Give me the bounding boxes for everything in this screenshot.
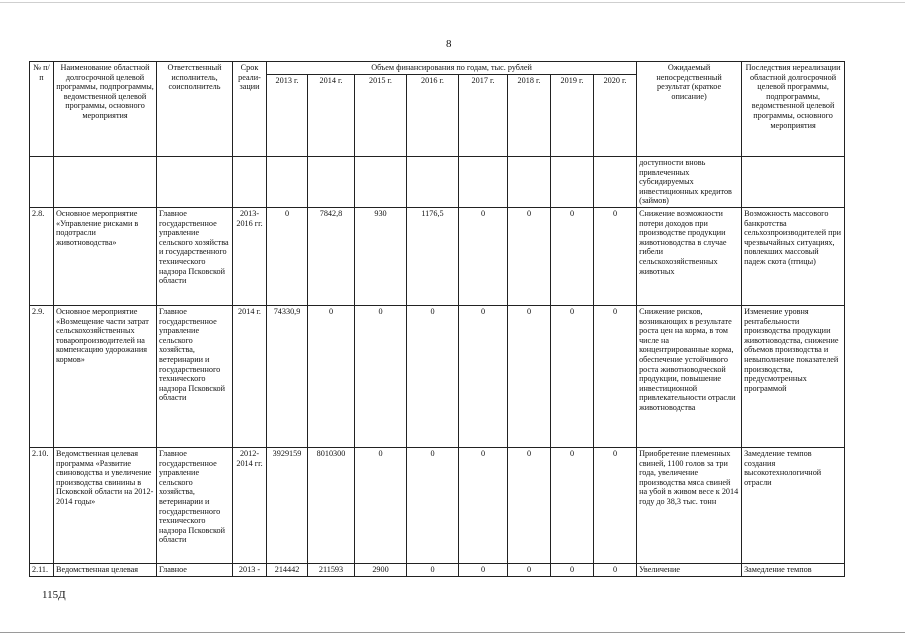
row-result: Увеличение xyxy=(637,563,742,576)
row-value: 0 xyxy=(594,563,637,576)
header-name: Наименование областной долгосрочной целевой программы, подпрограммы, ведомственной целевой программы, основного мероприятия xyxy=(54,62,157,157)
row-term: 2013 - xyxy=(233,563,267,576)
row-result: Снижение рисков, возникающих в результате роста цен на корма, в том числе на концентрированные корма, обеспечение устойчивого роста животноводческой продукции, повышение инвестиционной привлекательности отрасли животноводства xyxy=(637,305,742,447)
row-executor: Главное государственное управление сельского хозяйства и государственного технического надзора Псковской области xyxy=(157,207,233,305)
row-name: Ведомственная целевая программа «Развитие свиноводства и увеличение производства свинины в Псковской области на 2012-2014 годы» xyxy=(54,447,157,563)
row-value: 0 xyxy=(594,207,637,305)
row-value: 0 xyxy=(551,305,594,447)
row-number: 2.10. xyxy=(30,447,54,563)
header-funding: Объем финансирования по годам, тыс. рублей xyxy=(267,62,637,75)
row-value: 0 xyxy=(508,305,551,447)
header-year: 2013 г. xyxy=(267,75,308,157)
row-result: Снижение возможности потери доходов при производстве продукции животноводства в случае гибели сельскохозяйственных животных xyxy=(637,207,742,305)
row-name: Основное мероприятие «Возмещение части затрат сельскохозяйственных товаропроизводителей на компенсацию удорожания кормов» xyxy=(54,305,157,447)
row-value: 0 xyxy=(594,447,637,563)
row-name: Основное мероприятие «Управление рисками в подотрасли животноводства» xyxy=(54,207,157,305)
row-number: 2.11. xyxy=(30,563,54,576)
row-term: 2014 г. xyxy=(233,305,267,447)
row-value: 0 xyxy=(459,563,508,576)
header-year: 2019 г. xyxy=(551,75,594,157)
row-value: 0 xyxy=(459,447,508,563)
continuation-row xyxy=(30,157,845,208)
row-name: Ведомственная целевая xyxy=(54,563,157,576)
row-value: 0 xyxy=(407,305,459,447)
row-number: 2.8. xyxy=(30,207,54,305)
row-value: 211593 xyxy=(308,563,355,576)
scan-edge-top xyxy=(0,2,905,3)
row-value: 0 xyxy=(459,207,508,305)
row-value: 0 xyxy=(508,447,551,563)
header-no: № п/п xyxy=(30,62,54,157)
row-value: 7842,8 xyxy=(308,207,355,305)
row-consequence: Возможность массового банкротства сельхозпроизводителей при чрезвычайных ситуациях, повлекших массовый падеж скота (птицы) xyxy=(742,207,845,305)
table-row xyxy=(30,305,845,447)
row-value: 0 xyxy=(407,447,459,563)
header-consequence: Последствия нереализации областной долгосрочной целевой программы, подпрограммы, ведомственной целевой программы, основного мероприятия xyxy=(742,62,845,157)
header-year: 2018 г. xyxy=(508,75,551,157)
header-year: 2015 г. xyxy=(355,75,407,157)
header-result: Ожидаемый непосредственный результат (краткое описание) xyxy=(637,62,742,157)
row-value: 0 xyxy=(551,447,594,563)
row-consequence: Изменение уровня рентабельности производства продукции животноводства, снижение объемов производства и невыполнение показателей производства, предусмотренных программой xyxy=(742,305,845,447)
row-value: 0 xyxy=(355,305,407,447)
header-year: 2020 г. xyxy=(594,75,637,157)
row-consequence: Замедление темпов создания высокотехнологичной отрасли xyxy=(742,447,845,563)
row-value: 2900 xyxy=(355,563,407,576)
row-value: 0 xyxy=(308,305,355,447)
header-row xyxy=(30,62,845,75)
header-year: 2016 г. xyxy=(407,75,459,157)
header-year: 2014 г. xyxy=(308,75,355,157)
row-value: 214442 xyxy=(267,563,308,576)
row-value: 3929159 xyxy=(267,447,308,563)
row-value: 8010300 xyxy=(308,447,355,563)
row-value: 0 xyxy=(407,563,459,576)
footer-code: 115Д xyxy=(42,589,66,601)
header-year: 2017 г. xyxy=(459,75,508,157)
row-value: 930 xyxy=(355,207,407,305)
row-term: 2013-2016 гг. xyxy=(233,207,267,305)
row-number: 2.9. xyxy=(30,305,54,447)
table-row xyxy=(30,447,845,563)
row-executor: Главное государственное управление сельского хозяйства, ветеринарии и государственного технического надзора Псковской области xyxy=(157,447,233,563)
row-value: 0 xyxy=(508,207,551,305)
row-value: 0 xyxy=(459,305,508,447)
row-value: 0 xyxy=(355,447,407,563)
row-value: 74330,9 xyxy=(267,305,308,447)
table-row xyxy=(30,563,845,576)
row-value: 0 xyxy=(594,305,637,447)
row-consequence: Замедление темпов xyxy=(742,563,845,576)
page-number: 8 xyxy=(446,38,452,50)
row-value: 0 xyxy=(551,563,594,576)
header-term: Срок реали-зации xyxy=(233,62,267,157)
row-executor: Главное государственное управление сельского хозяйства, ветеринарии и государственного технического надзора Псковской области xyxy=(157,305,233,447)
row-term: 2012-2014 гг. xyxy=(233,447,267,563)
row-value: 0 xyxy=(267,207,308,305)
row-value: 0 xyxy=(551,207,594,305)
row-result: Приобретение племенных свиней, 1100 голов за три года, увеличение производства мяса свиней на убой в живом весе к 2014 году до 38,3 тыс. тонн xyxy=(637,447,742,563)
program-table xyxy=(29,61,845,577)
continuation-result: доступности вновь привлеченных субсидируемых инвестиционных кредитов (займов) xyxy=(637,157,742,208)
row-value: 1176,5 xyxy=(407,207,459,305)
row-value: 0 xyxy=(508,563,551,576)
table-row xyxy=(30,207,845,305)
scan-edge-bottom xyxy=(0,632,905,633)
row-executor: Главное xyxy=(157,563,233,576)
header-executor: Ответственный исполнитель, соисполнитель xyxy=(157,62,233,157)
